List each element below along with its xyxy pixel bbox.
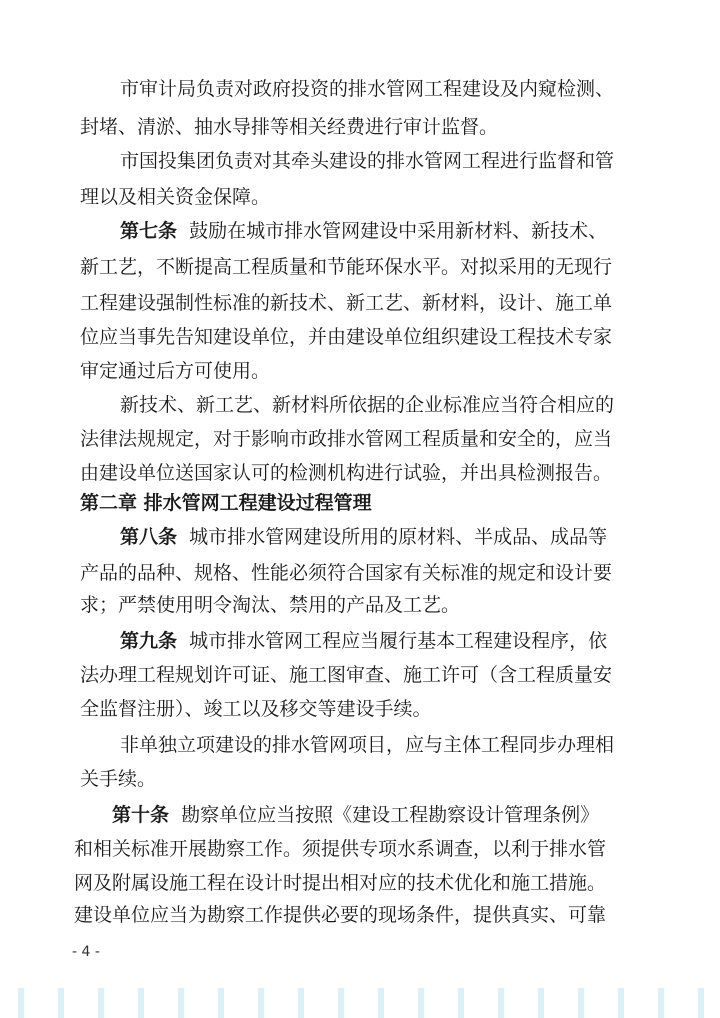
paragraph-line: 网及附属设施工程在设计时提出相对应的技术优化和施工措施。: [74, 872, 607, 894]
article-number: 第十条: [112, 804, 170, 826]
paragraph-line: 非单独立项建设的排水管网项目，应与主体工程同步办理相: [120, 734, 615, 756]
paragraph-line: 建设单位应当为勘察工作提供必要的现场条件，提供真实、可靠: [74, 904, 607, 926]
paragraph-line: 法办理工程规划许可证、施工图审查、施工许可（含工程质量安: [80, 664, 613, 686]
article-number: 第八条: [120, 526, 178, 548]
paragraph-line: 关手续。: [80, 768, 157, 790]
paragraph-line: 位应当事先告知建设单位，并由建设单位组织建设工程技术专家: [80, 326, 613, 348]
paragraph-line: 审定通过后方可使用。: [80, 360, 271, 382]
paragraph-line: 法律法规规定，对于影响市政排水管网工程质量和安全的，应当: [80, 428, 613, 450]
article-number: 第七条: [120, 220, 178, 242]
paragraph-line: 由建设单位送国家认可的检测机构进行试验，并出具检测报告。: [80, 462, 613, 484]
paragraph-line: 和相关标准开展勘察工作。须提供专项水系调查，以利于排水管: [74, 838, 607, 860]
article-line: 第十条 勘察单位应当按照《建设工程勘察设计管理条例》: [112, 804, 600, 826]
paragraph-line: 市审计局负责对政府投资的排水管网工程建设及内窥检测、: [120, 78, 615, 100]
scan-edge-artifact: [0, 988, 720, 1018]
paragraph-line: 产品的品种、规格、性能必须符合国家有关标准的规定和设计要: [80, 562, 613, 584]
paragraph-line: 求；严禁使用明令淘汰、禁用的产品及工艺。: [80, 594, 461, 616]
article-line: 第八条 城市排水管网建设所用的原材料、半成品、成品等: [120, 526, 608, 548]
paragraph-line: 新技术、新工艺、新材料所依据的企业标准应当符合相应的: [120, 394, 615, 416]
article-line: 第七条 鼓励在城市排水管网建设中采用新材料、新技术、: [120, 220, 608, 242]
paragraph-line: 理以及相关资金保障。: [80, 186, 271, 208]
paragraph-line: 封堵、清淤、抽水导排等相关经费进行审计监督。: [80, 116, 499, 138]
chapter-heading: 第二章 排水管网工程建设过程管理: [80, 492, 372, 514]
paragraph-line: 市国投集团负责对其牵头建设的排水管网工程进行监督和管: [120, 150, 615, 172]
paragraph-line: 新工艺，不断提高工程质量和节能环保水平。对拟采用的无现行: [80, 256, 613, 278]
article-line: 第九条 城市排水管网工程应当履行基本工程建设程序，依: [120, 630, 608, 652]
paragraph-line: 工程建设强制性标准的新技术、新工艺、新材料，设计、施工单: [80, 292, 613, 314]
article-number: 第九条: [120, 630, 178, 652]
page-number: - 4 -: [72, 944, 100, 960]
paragraph-line: 全监督注册）、竣工以及移交等建设手续。: [80, 698, 432, 720]
